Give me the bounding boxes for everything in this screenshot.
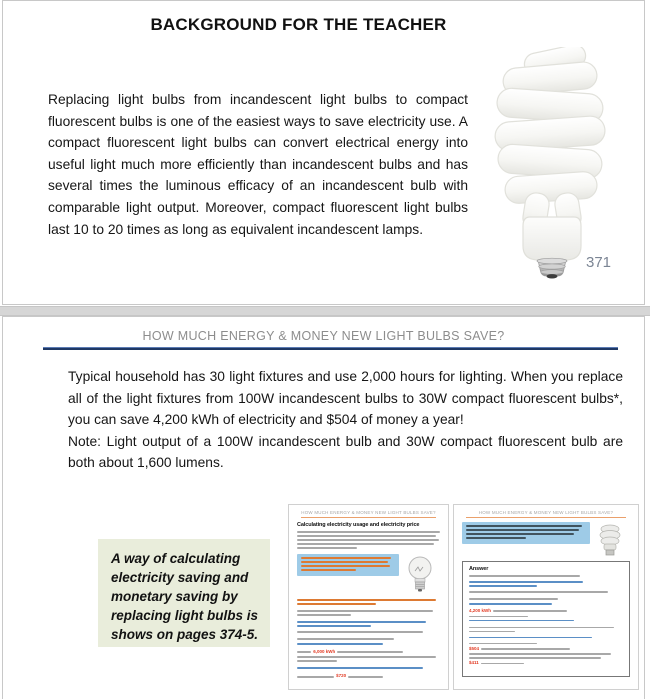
highlight-line <box>469 661 623 666</box>
text-line-placeholder <box>466 537 526 539</box>
text-line-placeholder <box>297 614 351 616</box>
text-lines-placeholder <box>289 599 448 650</box>
text-line-placeholder <box>297 547 357 549</box>
blue-question-box <box>462 522 590 544</box>
text-line-placeholder <box>469 637 592 639</box>
document-page-371 <box>2 0 645 305</box>
callout-box: A way of calculating electricity saving and monetary saving by replacing light bulbs is shows on pages 374-5. <box>98 539 270 647</box>
text-line-placeholder <box>297 660 337 662</box>
text-line-placeholder <box>469 603 552 605</box>
body-paragraph: Typical household has 30 light fixtures and use 2,000 hours for lighting. When you replace all of the light fixtures from 100W incandescent bulbs to 30W compact fluorescent bulbs*, you can save 4,200 kWh of electricity and $504 of money a year! <box>68 369 623 428</box>
text-line-placeholder <box>301 557 391 559</box>
highlight-line <box>469 647 623 652</box>
text-line-placeholder <box>469 598 558 600</box>
section-header: HOW MUCH ENERGY & MONEY NEW LIGHT BULBS SAVE? <box>142 329 505 343</box>
thumbnail-header: HOW MUCH ENERGY & MONEY NEW LIGHT BULBS SAVE? <box>301 510 436 515</box>
text-line-placeholder <box>297 531 440 533</box>
text-line-placeholder <box>297 621 426 623</box>
money-highlight: $720 <box>336 673 347 679</box>
answer-box <box>462 561 630 677</box>
cfl-bulb-illustration <box>488 47 620 279</box>
text-line-placeholder <box>469 631 515 633</box>
note-paragraph: Note: Light output of a 100W incandescent bulb and 30W compact fluorescent bulb are both about 1,600 lumens. <box>68 433 623 471</box>
body-text <box>68 366 623 474</box>
text-line-placeholder <box>469 657 601 659</box>
text-line-placeholder <box>466 529 579 531</box>
text-line-placeholder <box>297 638 394 640</box>
page-number: 371 <box>586 254 612 271</box>
blue-highlight-box <box>297 554 399 576</box>
text-line-placeholder <box>469 653 611 655</box>
text-line-placeholder <box>297 625 371 627</box>
cfl-bulb-icon <box>590 522 630 557</box>
text-line-placeholder <box>297 603 376 605</box>
text-lines-placeholder <box>469 575 623 609</box>
cfl-bulb-image <box>488 47 620 279</box>
highlight-line <box>469 609 623 614</box>
text-line-placeholder <box>469 620 574 622</box>
text-line-placeholder <box>297 599 436 601</box>
text-line-placeholder <box>297 631 423 633</box>
text-line-placeholder <box>301 569 356 571</box>
text-line-placeholder <box>469 581 583 583</box>
text-line-placeholder <box>297 539 439 541</box>
answer-title: Answer <box>469 566 489 572</box>
text-line-placeholder <box>469 643 537 645</box>
highlight-row <box>297 554 440 595</box>
text-line-placeholder <box>469 585 537 587</box>
text-line-placeholder <box>466 525 582 527</box>
text-line-placeholder <box>469 575 580 577</box>
text-lines-placeholder <box>289 531 448 554</box>
page-title: BACKGROUND FOR THE TEACHER <box>150 15 447 34</box>
thumbnail-header-rule <box>301 517 436 518</box>
text-line-placeholder <box>301 565 390 567</box>
text-line-placeholder <box>469 591 608 593</box>
savings-highlight: $411 <box>469 660 479 666</box>
money-highlight: $504 <box>469 645 480 651</box>
body-paragraph: Replacing light bulbs from incandescent light bulbs to compact fluorescent bulbs is one of the easiest ways to save electricity use. A compact fluorescent light bulbs can convert electrical energy into useful light much more efficiently than incandescent bulbs and has several times the luminous efficacy of an incandescent bulb with comparable light output. Moreover, compact fluorescent light bulbs last 10 to 20 times as long as equivalent incandescent lamps. <box>48 92 468 237</box>
header-rule <box>43 347 618 350</box>
highlight-line <box>297 674 440 679</box>
text-lines-placeholder <box>289 656 448 674</box>
kwh-highlight: 4,200 kWh <box>469 607 492 613</box>
text-line-placeholder <box>297 543 434 545</box>
thumbnail-answer-page <box>453 504 639 690</box>
text-line-placeholder <box>466 533 574 535</box>
thumbnail-title: Calculating electricity usage and electricity price <box>297 522 420 528</box>
text-line-placeholder <box>469 616 528 618</box>
text-line-placeholder <box>297 643 383 645</box>
thumbnail-header: HOW MUCH ENERGY & MONEY NEW LIGHT BULBS SAVE? <box>478 510 614 515</box>
thumbnail-calculation-page <box>288 504 449 690</box>
page-divider <box>0 306 650 316</box>
text-line-placeholder <box>297 535 436 537</box>
text-line-placeholder <box>297 667 423 669</box>
text-line-placeholder <box>469 627 614 629</box>
text-line-placeholder <box>297 656 436 658</box>
question-row <box>462 522 630 557</box>
document-page-next <box>2 316 645 699</box>
incandescent-bulb-icon <box>399 554 440 595</box>
text-line-placeholder <box>301 561 388 563</box>
text-lines-placeholder <box>469 616 623 645</box>
highlight-line <box>297 650 440 655</box>
kwh-highlight: 6,000 kWh <box>313 648 336 654</box>
text-line-placeholder <box>297 610 433 612</box>
text-lines-placeholder <box>469 653 623 659</box>
thumbnail-header-rule <box>466 517 626 518</box>
